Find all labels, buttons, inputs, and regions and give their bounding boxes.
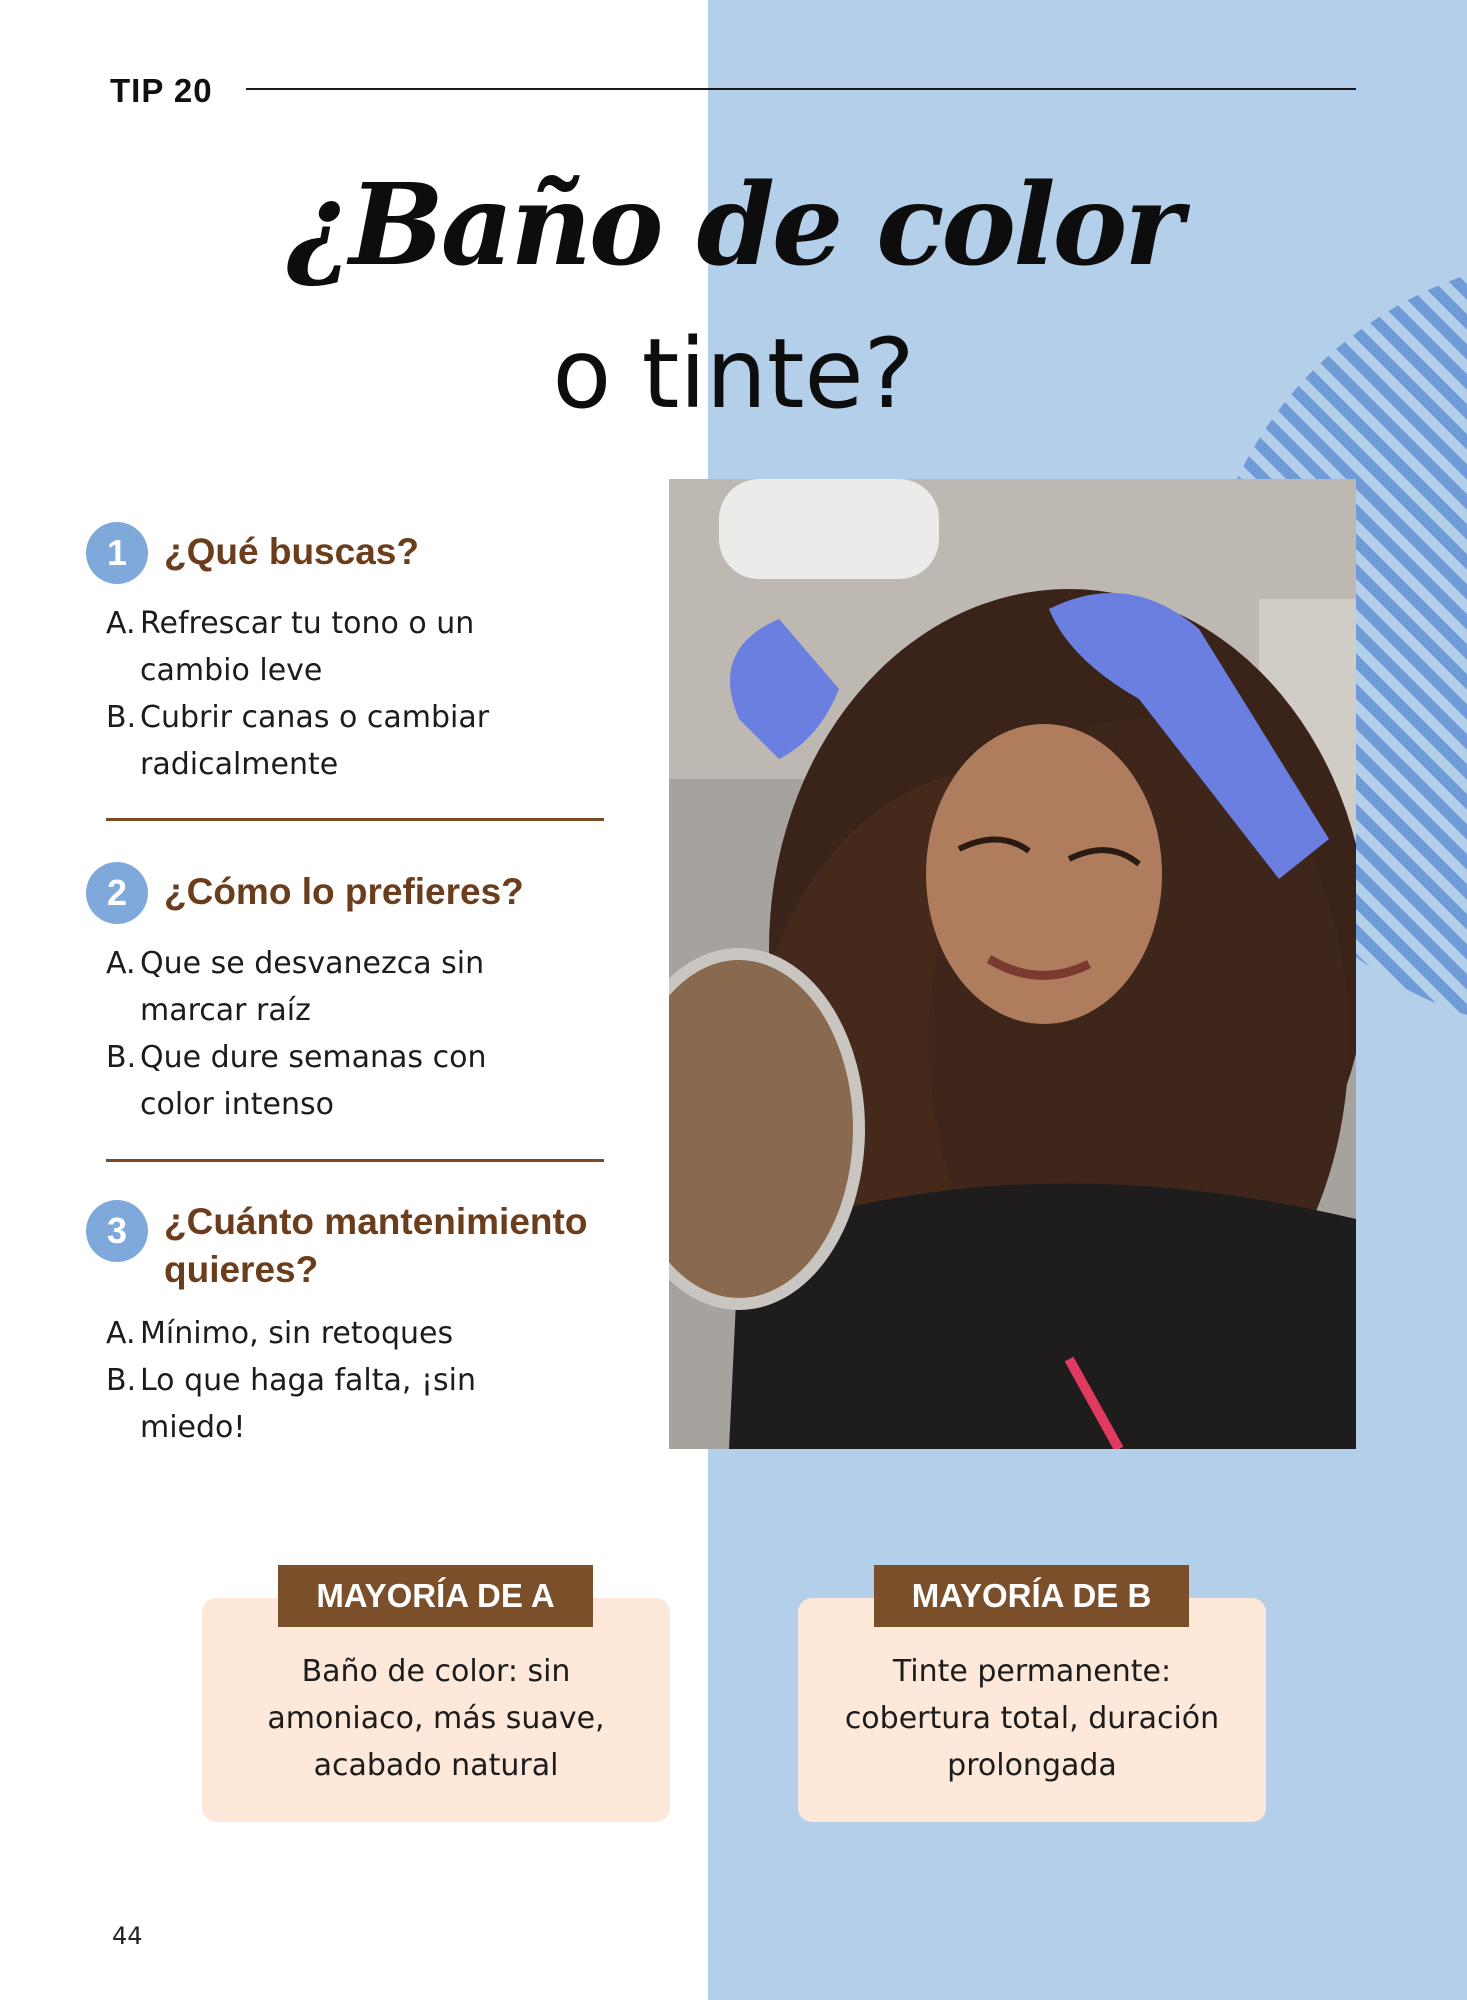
result-tag-a: MAYORÍA DE A [278,1565,593,1627]
question-2 [86,868,626,1128]
section-divider [106,818,604,821]
answer-letter: B. [106,700,137,735]
section-divider [106,1159,604,1162]
answer-item [86,1357,626,1451]
header-rule [246,88,1356,90]
question-3 [86,1198,626,1451]
woman-dyeing-hair-photo [669,479,1356,1449]
page-subtitle: o tinte? [552,318,915,430]
answer-text: Lo que haga falta, ¡sin miedo! [140,1363,476,1445]
answer-item [86,940,626,1034]
answer-text: Que dure semanas con color intenso [140,1040,487,1122]
answer-letter: A. [106,946,136,981]
answer-letter: B. [106,1040,137,1075]
question-number-badge: 2 [86,862,148,924]
result-box-a [202,1598,670,1822]
result-text: Baño de color: sin amoniaco, más suave, acabado natural [267,1654,605,1783]
question-title: ¿Cuánto mantenimiento quieres? [164,1201,588,1290]
answer-item [86,694,626,788]
result-text: Tinte permanente: cobertura total, duración prolongada [844,1654,1220,1783]
answer-letter: B. [106,1363,137,1398]
answer-text: Cubrir canas o cambiar radicalmente [140,700,490,782]
tip-label: TIP 20 [110,72,213,109]
question-1 [86,528,626,788]
page-number: 44 [112,1922,143,1950]
answer-item [86,600,626,694]
answer-letter: A. [106,606,136,641]
answer-letter: A. [106,1316,136,1351]
answer-text: Mínimo, sin retoques [140,1316,454,1351]
question-title: ¿Qué buscas? [164,531,419,572]
question-title: ¿Cómo lo prefieres? [164,871,524,912]
answer-text: Refrescar tu tono o un cambio leve [140,606,475,688]
result-box-b [798,1598,1266,1822]
result-tag-b: MAYORÍA DE B [874,1565,1189,1627]
question-number-badge: 1 [86,522,148,584]
answer-item [86,1034,626,1128]
question-number-badge: 3 [86,1200,148,1262]
answer-item [86,1310,626,1357]
page-title: ¿Baño de color [286,160,1181,291]
answer-text: Que se desvanezca sin marcar raíz [140,946,485,1028]
